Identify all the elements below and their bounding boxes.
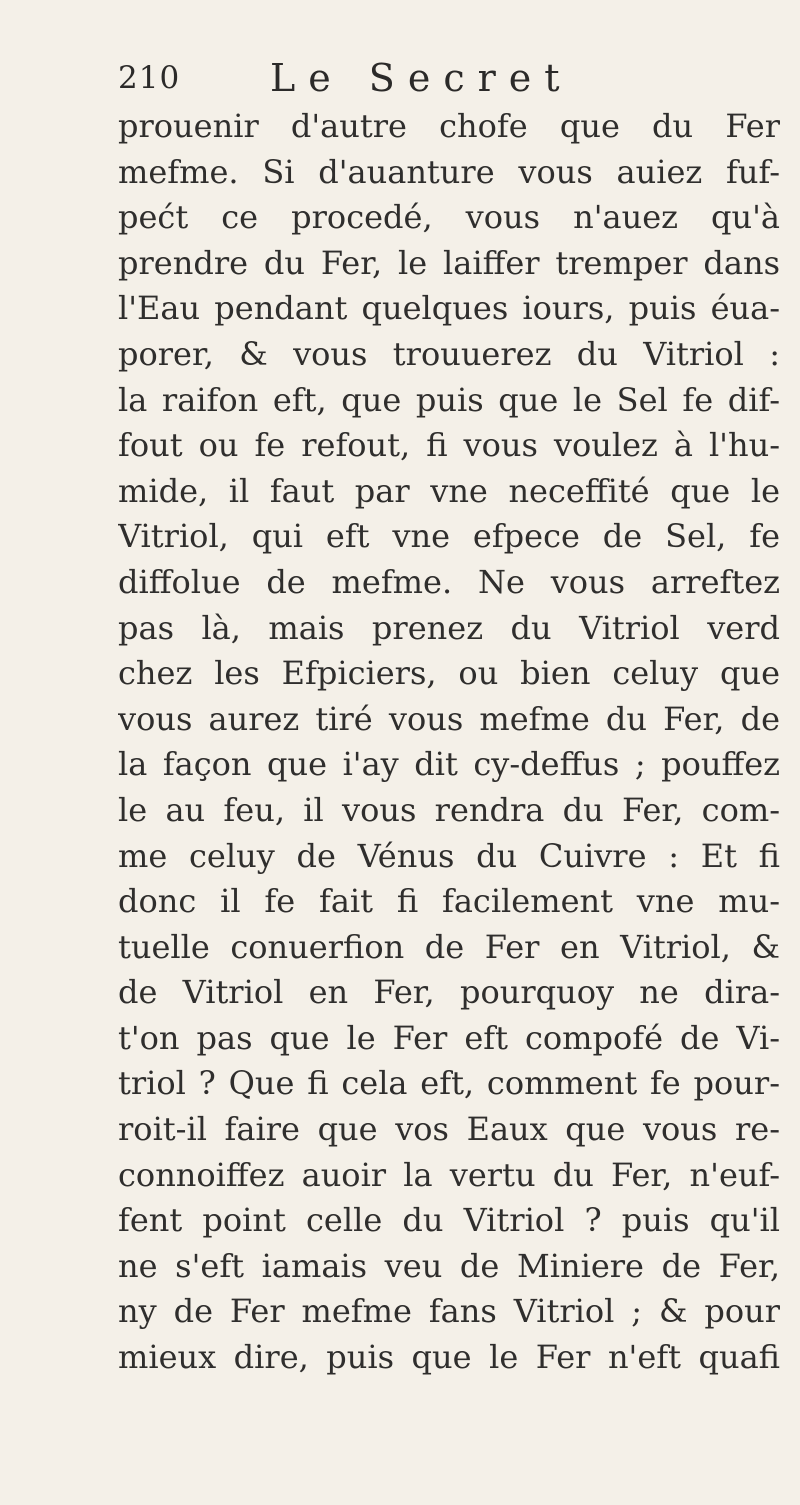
text-line: mefme. Si d'auanture vous auiez fuf- <box>118 152 780 191</box>
page-number: 210 <box>118 60 181 96</box>
page-header <box>118 56 778 100</box>
text-line: prouenir d'autre chofe que du Fer <box>118 107 780 145</box>
text-line: triol ? Que fi cela eft, comment fe pour- <box>118 1064 780 1103</box>
text-line: ne s'eft iamais veu de Miniere de Fer, <box>118 1246 780 1285</box>
text-line: roit-il faire que vos Eaux que vous re- <box>118 1110 780 1149</box>
text-line: la raifon eft, que puis que le Sel fe dif- <box>118 380 780 419</box>
text-line: ny de Fer mefme fans Vitriol ; & pour <box>118 1292 780 1331</box>
text-line: prendre du Fer, le laiffer tremper dans <box>118 243 780 282</box>
text-line: pećt ce procedé, vous n'auez qu'à <box>118 198 780 237</box>
text-line: chez les Efpiciers, ou bien celuy que <box>118 654 780 693</box>
text-line: la façon que i'ay dit cy-deffus ; pouffez <box>118 745 780 784</box>
text-line: fout ou fe refout, fi vous voulez à l'hu- <box>118 426 780 465</box>
text-line: l'Eau pendant quelques iours, puis éua- <box>118 289 780 328</box>
text-line: de Vitriol en Fer, pourquoy ne dira- <box>118 973 780 1012</box>
text-line: pas là, mais prenez du Vitriol verd <box>118 608 780 647</box>
text-line: vous aurez tiré vous mefme du Fer, de <box>118 699 780 738</box>
text-line: connoiffez auoir la vertu du Fer, n'euf- <box>118 1155 780 1194</box>
text-line: fent point celle du Vitriol ? puis qu'il <box>118 1201 780 1240</box>
text-line: me celuy de Vénus du Cuivre : Et fi <box>118 836 780 875</box>
text-line: mieux dire, puis que le Fer n'eft quafi <box>118 1338 780 1377</box>
text-line: donc il fe fait fi facilement vne mu- <box>118 882 780 921</box>
text-line: le au feu, il vous rendra du Fer, com- <box>118 790 780 829</box>
text-line: porer, & vous trouuerez du Vitriol : <box>118 334 780 373</box>
body-text <box>118 104 780 1381</box>
text-line: t'on pas que le Fer eft compofé de Vi- <box>118 1018 780 1057</box>
text-line: tuelle conuerfion de Fer en Vitriol, & <box>118 927 780 966</box>
text-line: Vitriol, qui eft vne efpece de Sel, fe <box>118 517 780 556</box>
text-line: diffolue de mefme. Ne vous arreftez <box>118 562 780 601</box>
text-line: mide, il faut par vne neceffité que le <box>118 471 780 510</box>
running-title: Le Secret <box>270 56 573 100</box>
